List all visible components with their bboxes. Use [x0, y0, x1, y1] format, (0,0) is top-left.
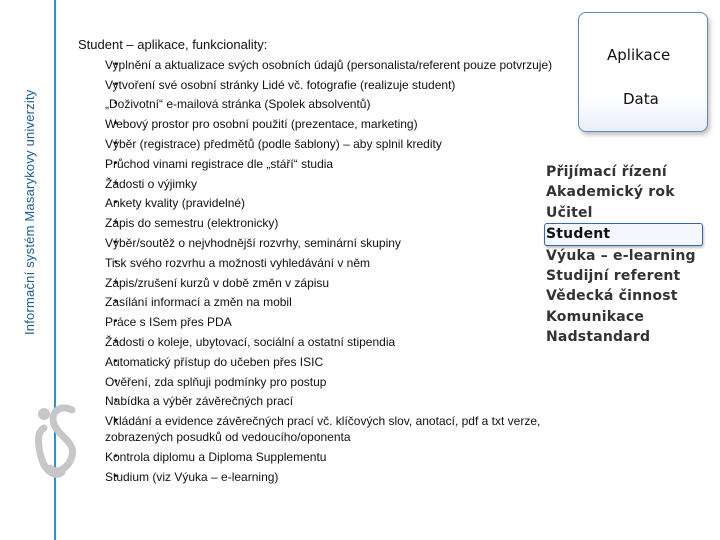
menu-item-0[interactable]: Přijímací řízení: [546, 164, 667, 180]
list-item: • Studium (viz Výuka – e-learning): [78, 469, 598, 485]
menu-item-5[interactable]: Studijní referent: [546, 268, 681, 285]
list-item: • Zápis/zrušení kurzů v době změn v zápisu: [78, 275, 598, 291]
section-menu: [546, 162, 710, 348]
list-item: • Vkládání a evidence závěrečných prací vč. klíčových slov, anotací, pdf a txt verze, zobrazených posudků od vedoucího/oponenta: [78, 413, 598, 445]
list-item: • Výběr/soutěž o nejvhodnější rozvrhy, seminární skupiny: [78, 235, 598, 251]
box-label-applications: Aplikace: [607, 46, 671, 64]
menu-item-1[interactable]: Akademický rok: [546, 184, 675, 201]
list-item: • Ankety kvality (pravidelné): [78, 195, 598, 211]
menu-item-6[interactable]: Vědecká činnost: [546, 288, 678, 305]
sidebar-title: Informační systém Masarykovy univerzity: [22, 89, 37, 335]
menu-item-2[interactable]: Učitel: [546, 204, 593, 221]
main-content: [78, 36, 598, 485]
list-item: • Tisk svého rozvrhu a možnosti vyhledávání v něm: [78, 255, 598, 271]
list-item: • Zápis do semestru (elektronicky): [78, 215, 598, 231]
list-item: • Práce s ISem přes PDA: [78, 314, 598, 330]
list-item: • Nabídka a výběr závěrečných prací: [78, 393, 598, 409]
list-item: • Žádosti o koleje, ubytovací, sociální a ostatní stipendia: [78, 334, 598, 350]
list-item: • Ověření, zda splňuji podmínky pro postup: [78, 374, 598, 390]
menu-item-4[interactable]: Výuka – e-learning: [546, 247, 696, 264]
list-item: • Průchod vinami registrace dle „stáří“ studia: [78, 156, 598, 172]
is-logo-icon: [32, 398, 82, 488]
menu-item-7[interactable]: Komunikace: [546, 308, 645, 325]
slide-heading: Student – aplikace, funkcionality:: [78, 37, 268, 52]
menu-item-8[interactable]: Nadstandard: [546, 329, 651, 346]
list-item: • Webový prostor pro osobní použití (prezentace, marketing): [78, 116, 598, 132]
list-item: • Zasílání informací a změn na mobil: [78, 294, 598, 310]
list-item: • Vytvoření své osobní stránky Lidé vč. fotografie (realizuje student): [78, 77, 598, 93]
list-item: • Vyplnění a aktualizace svých osobních údajů (personalista/referent pouze potvrzuje): [78, 57, 598, 73]
list-item: • „Doživotní“ e-mailová stránka (Spolek absolventů): [78, 96, 598, 112]
application-data-box[interactable]: [578, 12, 708, 132]
list-item: • Výběr (registrace) předmětů (podle šablony) – aby splnil kredity: [78, 136, 598, 152]
box-label-data: Data: [623, 90, 659, 108]
list-item: • Kontrola diplomu a Diploma Supplementu: [78, 449, 598, 465]
list-item: • Žádosti o výjimky: [78, 176, 598, 192]
sidebar: [0, 0, 62, 540]
feature-list: [78, 57, 598, 485]
menu-item-3[interactable]: Student: [544, 223, 703, 245]
list-item: • Automatický přístup do učeben přes ISIC: [78, 354, 598, 370]
